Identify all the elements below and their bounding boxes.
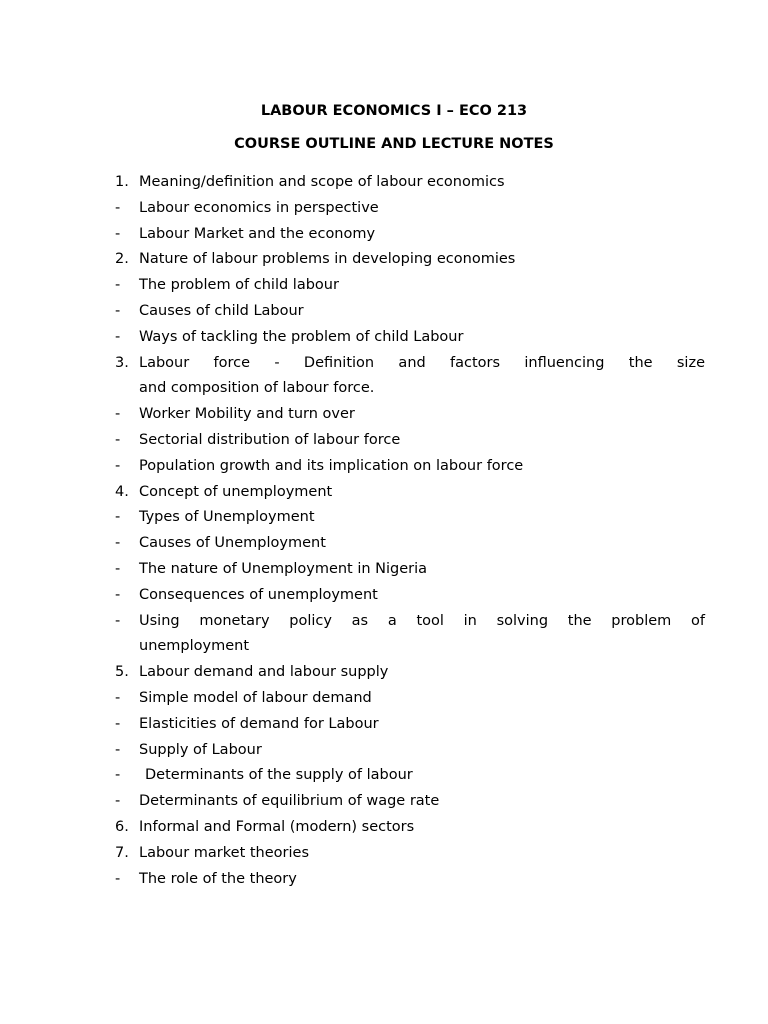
list-item	[115, 583, 705, 609]
list-item-text: Labour demand and labour supply	[139, 664, 389, 681]
list-item-text: Nature of labour problems in developing economies	[139, 251, 516, 268]
list-item-text: Labour force - Definition and factors influencing the size	[139, 354, 705, 371]
list-marker: 2.	[115, 251, 129, 268]
list-item-text: Causes of child Labour	[139, 302, 304, 319]
list-marker: -	[115, 715, 121, 732]
list-marker: -	[115, 535, 121, 552]
list-item-text: Supply of Labour	[139, 741, 262, 758]
list-item	[115, 428, 705, 454]
list-item-text: Using monetary policy as a tool in solving the problem of	[139, 612, 705, 629]
list-item	[115, 815, 705, 841]
list-marker: -	[115, 277, 121, 294]
list-item-text: The nature of Unemployment in Nigeria	[139, 560, 428, 577]
list-marker: 7.	[115, 844, 129, 861]
list-marker: -	[115, 560, 121, 577]
document-title: LABOUR ECONOMICS I – ECO 213	[260, 103, 528, 119]
list-marker: 5.	[115, 664, 129, 681]
list-marker: -	[115, 741, 121, 758]
course-outline-list	[115, 170, 705, 892]
document-subtitle: COURSE OUTLINE AND LECTURE NOTES	[234, 136, 554, 152]
list-item-text: Concept of unemployment	[139, 483, 333, 500]
list-item	[115, 299, 705, 325]
list-item	[115, 247, 705, 273]
list-item	[115, 712, 705, 738]
list-marker: -	[115, 457, 121, 474]
list-item	[115, 789, 705, 815]
list-item	[115, 686, 705, 712]
list-item	[115, 557, 705, 583]
list-item-text: Simple model of labour demand	[139, 689, 372, 706]
list-item-continuation: and composition of labour force.	[139, 380, 375, 397]
list-item-text: Labour market theories	[139, 844, 309, 861]
list-item	[115, 531, 705, 557]
list-marker: 4.	[115, 483, 129, 500]
list-marker: -	[115, 793, 121, 810]
list-marker: 1.	[115, 174, 129, 190]
list-marker: 3.	[115, 354, 129, 371]
list-marker: -	[115, 612, 121, 629]
list-marker: -	[115, 406, 121, 423]
list-item-text: Labour economics in perspective	[139, 199, 379, 216]
list-item	[115, 402, 705, 428]
list-item-text: Determinants of equilibrium of wage rate	[139, 793, 440, 810]
list-item-text: Labour Market and the economy	[139, 225, 376, 242]
list-item-text: Sectorial distribution of labour force	[139, 431, 401, 448]
list-item	[115, 170, 705, 196]
list-marker: -	[115, 767, 121, 784]
list-marker: -	[115, 225, 121, 242]
list-item	[115, 325, 705, 351]
list-item-text: Causes of Unemployment	[139, 535, 326, 552]
list-item	[115, 454, 705, 480]
list-marker: -	[115, 199, 121, 216]
list-item	[115, 196, 705, 222]
list-item	[115, 738, 705, 764]
list-item	[115, 609, 705, 661]
list-marker: -	[115, 870, 121, 887]
list-item-text: Worker Mobility and turn over	[139, 406, 355, 423]
list-item	[115, 505, 705, 531]
list-item	[115, 763, 705, 789]
list-item	[115, 841, 705, 867]
list-item-text: Informal and Formal (modern) sectors	[139, 818, 415, 835]
list-item	[115, 351, 705, 403]
list-item-text: Types of Unemployment	[139, 509, 315, 526]
list-marker: -	[115, 328, 121, 345]
list-item-continuation: unemployment	[139, 638, 250, 655]
list-marker: -	[115, 302, 121, 319]
list-item-text: Meaning/definition and scope of labour economics	[139, 174, 505, 190]
list-item	[115, 867, 705, 893]
list-item-text: The problem of child labour	[139, 277, 339, 294]
list-marker: -	[115, 509, 121, 526]
list-item	[115, 480, 705, 506]
list-item-text: The role of the theory	[139, 870, 297, 887]
list-marker: 6.	[115, 818, 129, 835]
list-item	[115, 273, 705, 299]
list-item-text: Determinants of the supply of labour	[145, 767, 413, 784]
list-item	[115, 222, 705, 248]
list-item-text: Population growth and its implication on labour force	[139, 457, 524, 474]
list-item-text: Consequences of unemployment	[139, 586, 378, 603]
list-marker: -	[115, 689, 121, 706]
list-marker: -	[115, 431, 121, 448]
list-marker: -	[115, 586, 121, 603]
list-item-text: Elasticities of demand for Labour	[139, 715, 379, 732]
list-item	[115, 660, 705, 686]
list-item-text: Ways of tackling the problem of child Labour	[139, 328, 464, 345]
